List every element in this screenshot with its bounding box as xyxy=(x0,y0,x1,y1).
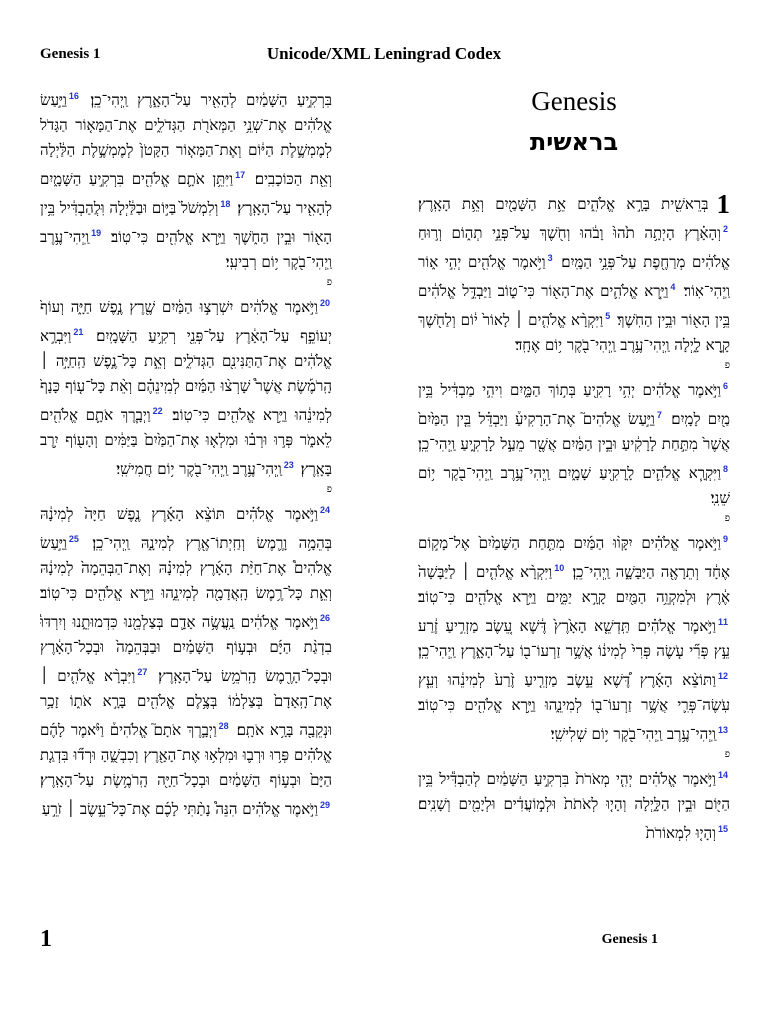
verse-text: וַיַּ֧רְא אֱלֹהִ֛ים אֶת־הָא֖וֹר כִּי־ט֑וֹב וַיַּבְדֵּ֣ל אֱלֹהִ֔ים בֵּ֥ין הָא֖וֹר וּבֵ֥ין הַחֹֽשֶׁךְ׃ xyxy=(418,282,730,329)
verse-number: 27 xyxy=(137,667,148,677)
verse-number: 17 xyxy=(235,170,246,180)
verse-number: 24 xyxy=(319,505,330,515)
verse-text: וַיִּקְרָ֨א אֱלֹהִ֤ים ׀ לַיַּבָּשָׁה֙ אֶ֔רֶץ וּלְמִקְוֵ֥ה הַמַּ֖יִם קָרָ֣א יַמִּ֑ים וַיַּ֥רְא אֱלֹהִ֖ים כִּי־טֽוֹב׃ xyxy=(418,563,730,606)
verse-number: 28 xyxy=(218,721,229,731)
verse-text: וַיַּ֣עַשׂ אֱלֹהִ֔ים אֶת־שְׁנֵ֥י הַמְּאֹרֹ֖ת הַגְּדֹלִ֑ים אֶת־הַמָּא֤וֹר הַגָּדֹל֙ לְמֶמְשֶׁ֣לֶת הַיּ֔וֹם וְאֶת־הַמָּא֤וֹר הַקָּטֹן֙ לְמֶמְשֶׁ֣לֶת הַלַּ֔יְלָה וְאֵ֖ת הַכּוֹכָבִֽים׃ xyxy=(40,91,332,188)
verse-number: 14 xyxy=(717,770,728,780)
verse-number: 26 xyxy=(319,613,330,623)
verse-number: 23 xyxy=(283,460,294,470)
verse-text: וַיְבָ֧רֶךְ אֹתָ֛ם אֱלֹהִ֖ים לֵאמֹ֑ר פְּר֣וּ וּרְב֗וּ וּמִלְא֤וּ אֶת־הַמַּ֙יִם֙ בַּיַּמִּ֔ים וְהָע֖וֹף יִ֥רֶב בָּאָֽרֶץ׃ xyxy=(40,406,332,478)
verse-number: 6 xyxy=(722,381,728,391)
verse-number: 11 xyxy=(717,617,728,627)
verse-number: 22 xyxy=(152,406,163,416)
book-title-hebrew: בראשית xyxy=(529,128,619,156)
verse-text: וַיֹּ֣אמֶר אֱלֹהִ֔ים יִשְׁרְצ֣וּ הַמַּ֔יִם שֶׁ֖רֶץ נֶ֣פֶשׁ חַיָּ֑ה וְעוֹף֙ יְעוֹפֵ֣ף עַל־הָאָ֔רֶץ עַל־פְּנֵ֖י רְקִ֥יעַ הַשָּׁמָֽיִם׃ xyxy=(40,298,332,345)
petucha-mark: פ xyxy=(326,277,332,288)
verse-number: 12 xyxy=(717,671,728,681)
verse-text: וַיֹּ֣אמֶר אֱלֹהִ֔ים נַֽעֲשֶׂ֥ה אָדָ֛ם בְּצַלְמֵ֖נוּ כִּדְמוּתֵ֑נוּ וְיִרְדּוּ֩ בִדְגַ֨ת הַיָּ֜ם וּבְע֣וֹף הַשָּׁמַ֗יִם וּבַבְּהֵמָה֙ וּבְכָל־הָאָ֔רֶץ וּבְכָל־הָרֶ֖מֶשׂ הָֽרֹמֵ֥שׂ עַל־הָאָֽרֶץ׃ xyxy=(40,613,332,685)
verse-number: 15 xyxy=(717,824,728,834)
running-header-title: Unicode/XML Leningrad Codex xyxy=(266,44,502,63)
verse-text: בִּרְקִ֣יעַ הַשָּׁמַ֔יִם לְהָאִ֖יר עַל־הָאָ֑רֶץ וַֽיְהִי־כֵֽן׃ xyxy=(90,91,332,109)
verse-text: וְלִמְשֹׁל֙ בַּיּ֣וֹם וּבַלַּ֔יְלָה וּֽלֲהַבְדִּ֔יל בֵּ֥ין הָא֖וֹר וּבֵ֣ין הַחֹ֑שֶׁךְ וַיַּ֥רְא אֱלֹהִ֖ים כִּי־טֽוֹב׃ xyxy=(40,199,332,246)
verse-number: 25 xyxy=(68,534,79,544)
verse-text: וַיֹּ֣אמֶר אֱלֹהִ֗ים תַּֽדְשֵׁ֤א הָאָ֙רֶץ֙ דֶּ֔שֶׁא עֵ֚שֶׂב מַזְרִ֣יעַ זֶ֔רַע עֵ֣ץ פְּרִ֞י עֹ֤שֶׂה פְּרִי֙ לְמִינ֔וֹ אֲשֶׁ֥ר זַרְעוֹ־ב֖וֹ עַל־הָאָ֑רֶץ וַֽיְהִי־כֵֽן׃ xyxy=(418,617,730,660)
verse-text: וַיִּבְרָ֣א אֱלֹהִ֔ים אֶת־הַתַּנִּינִ֖ם הַגְּדֹלִ֑ים וְאֵ֣ת כָּל־נֶ֣פֶשׁ הַֽחַיָּ֣ה ׀ הָֽרֹמֶ֡שֶׂת אֲשֶׁר֩ שָׁרְצ֨וּ הַמַּ֜יִם לְמִֽינֵהֶ֗ם וְאֵ֨ת כָּל־ע֤וֹף כָּנָף֙ לְמִינֵ֔הוּ וַיַּ֥רְא אֱלֹהִ֖ים כִּי־טֽוֹב׃ xyxy=(40,327,332,424)
verse-number: 8 xyxy=(722,464,728,474)
footer-book-reference: Genesis 1 xyxy=(601,932,658,947)
verse-text: וַתּוֹצֵ֨א הָאָ֜רֶץ דֶּ֠שֶׁא עֵ֣שֶׂב מַזְרִ֤יעַ זֶ֙רַע֙ לְמִינֵ֔הוּ וְעֵ֧ץ עֹֽשֶׂה־פְּרִ֛י אֲשֶׁ֥ר זַרְעוֹ־ב֖וֹ לְמִינֵ֑הוּ וַיַּ֥רְא אֱלֹהִ֖ים כִּי־טֽוֹב׃ xyxy=(418,671,730,714)
verse-number: 19 xyxy=(91,228,102,238)
petucha-mark: פ xyxy=(724,513,730,524)
verse-number: 7 xyxy=(656,410,662,420)
verse-text: וַֽיְהִי־עֶ֥רֶב וַֽיְהִי־בֹ֖קֶר י֥וֹם שְׁלִישִֽׁי׃ xyxy=(550,725,716,743)
running-header-book: Genesis 1 xyxy=(40,46,101,62)
petucha-mark: פ xyxy=(326,484,332,495)
verse-text: וַיִּבְרָ֨א אֱלֹהִ֤ים ׀ אֶת־הָֽאָדָם֙ בְּצַלְמ֔וֹ בְּצֶ֥לֶם אֱלֹהִ֖ים בָּרָ֣א אֹת֑וֹ זָכָ֥ר וּנְקֵבָ֖ה בָּרָ֥א אֹתָֽם׃ xyxy=(40,667,332,739)
verse-number: 5 xyxy=(605,311,611,321)
verse-text: בְּרֵאשִׁ֖ית בָּרָ֣א אֱלֹהִ֑ים אֵ֥ת הַשָּׁמַ֖יִם וְאֵ֥ת הָאָֽרֶץ׃ xyxy=(418,195,709,213)
verse-number: 10 xyxy=(554,563,565,573)
left-text-column xyxy=(40,84,332,916)
verse-number: 29 xyxy=(319,800,330,810)
verse-text: וַיְבָ֣רֶךְ אֹתָם֮ אֱלֹהִים֒ וַיֹּ֨אמֶר לָהֶ֜ם אֱלֹהִ֗ים פְּר֥וּ וּרְב֛וּ וּמִלְא֥וּ אֶת־הָאָ֖רֶץ וְכִבְשֻׁ֑הָ וּרְד֞וּ בִּדְגַ֤ת הַיָּם֙ וּבְע֣וֹף הַשָּׁמַ֔יִם וּבְכָל־חַיָּ֖ה הָֽרֹמֶ֥שֶׂת עַל־הָאָֽרֶץ׃ xyxy=(40,721,332,789)
verse-number: 18 xyxy=(220,199,231,209)
verse-number: 3 xyxy=(547,253,553,263)
right-text-column xyxy=(418,192,730,916)
verse-text: וַיִּקְרָ֨א אֱלֹהִ֤ים ׀ לָאוֹר֙ י֔וֹם וְלַחֹ֖שֶׁךְ קָ֣רָא לָ֑יְלָה וַֽיְהִי־עֶ֥רֶב וַֽיְהִי־בֹ֖קֶר י֥וֹם אֶחָֽד׃ xyxy=(418,311,730,354)
verse-text: וְהָאָ֗רֶץ הָיְתָ֥ה תֹ֙הוּ֙ וָבֹ֔הוּ וְחֹ֖שֶׁךְ עַל־פְּנֵ֣י תְה֑וֹם וְר֣וּחַ אֱלֹהִ֔ים מְרַחֶ֖פֶת עַל־פְּנֵ֥י הַמָּֽיִם׃ xyxy=(418,224,730,271)
petucha-mark: פ xyxy=(724,749,730,760)
verse-text: וַיֹּ֣אמֶר אֱלֹהִ֗ים יְהִ֤י מְאֹרֹת֙ בִּרְקִ֣יעַ הַשָּׁמַ֔יִם לְהַבְדִּ֕יל בֵּ֥ין הַיּ֖וֹם וּבֵ֣ין הַלָּ֑יְלָה וְהָי֤וּ לְאֹתֹת֙ וּלְמ֣וֹעֲדִ֔ים וּלְיָמִ֖ים וְשָׁנִֽים׃ xyxy=(418,770,730,813)
verse-text: וַיֹּ֣אמֶר אֱלֹהִ֗ים יִקָּו֨וּ הַמַּ֜יִם מִתַּ֤חַת הַשָּׁמַ֙יִם֙ אֶל־מָק֣וֹם אֶחָ֔ד וְתֵרָאֶ֖ה הַיַּבָּשָׁ֑ה וַֽיְהִי־כֵֽן׃ xyxy=(418,534,730,581)
verse-number: 21 xyxy=(73,327,84,337)
verse-text: וַיֹּ֥אמֶר אֱלֹהִ֖ים יְהִ֣י א֑וֹר וַֽיְהִי־אֽוֹר׃ xyxy=(418,253,730,300)
verse-text: וַֽיְהִי־עֶ֥רֶב וַֽיְהִי־בֹ֖קֶר י֥וֹם חֲמִישִֽׁי׃ xyxy=(116,460,282,478)
verse-text: וַיֹּ֣אמֶר אֱלֹהִ֗ים תּוֹצֵ֨א הָאָ֜רֶץ נֶ֤פֶשׁ חַיָּה֙ לְמִינָ֔הּ בְּהֵמָ֥ה וָרֶ֛מֶשׂ וְחַֽיְתוֹ־אֶ֖רֶץ לְמִינָ֑הּ וַֽיְהִי־כֵֽן׃ xyxy=(40,505,332,552)
verse-text: וַיַּ֣עַשׂ אֱלֹהִים֮ אֶת־הָרָקִיעַ֒ וַיַּבְדֵּ֗ל בֵּ֤ין הַמַּ֙יִם֙ אֲשֶׁר֙ מִתַּ֣חַת לָרָקִ֔יעַ וּבֵ֣ין הַמַּ֔יִם אֲשֶׁ֖ר מֵעַ֣ל לָרָקִ֑יעַ וַֽיְהִי־כֵֽן׃ xyxy=(418,410,730,453)
book-title-english: Genesis xyxy=(531,86,617,116)
verse-text: וַיֹּ֣אמֶר אֱלֹהִ֗ים הִנֵּה֩ נָתַ֨תִּי לָכֶ֜ם אֶת־כָּל־עֵ֣שֶׂב ׀ זֹרֵ֣עַ xyxy=(41,800,318,818)
petucha-mark: פ xyxy=(724,360,730,371)
verse-number: 13 xyxy=(717,725,728,735)
verse-text: וְהָי֤וּ לִמְאוֹרֹת֙ xyxy=(645,824,716,842)
chapter-number: 1 xyxy=(716,192,730,219)
verse-text: וַיִּקְרָ֧א אֱלֹהִ֛ים לָֽרָקִ֖יעַ שָׁמָ֑יִם וַֽיְהִי־עֶ֥רֶב וַֽיְהִי־בֹ֖קֶר י֥וֹם שֵׁנִֽי׃ xyxy=(418,464,730,507)
verse-number: 16 xyxy=(68,91,79,101)
verse-number: 4 xyxy=(670,282,676,292)
verse-text: וַֽיְהִי־עֶ֥רֶב וַֽיְהִי־בֹ֖קֶר י֥וֹם רְבִיעִֽי׃ xyxy=(40,228,332,271)
verse-number: 9 xyxy=(722,534,728,544)
verse-text: וַיִּתֵּ֥ן אֹתָ֛ם אֱלֹהִ֖ים בִּרְקִ֣יעַ הַשָּׁמָ֑יִם לְהָאִ֖יר עַל־הָאָֽרֶץ׃ xyxy=(40,170,332,217)
verse-number: 20 xyxy=(319,298,330,308)
page-number: 1 xyxy=(40,926,52,952)
verse-text: וַיַּ֣עַשׂ אֱלֹהִים֩ אֶת־חַיַּ֨ת הָאָ֜רֶץ לְמִינָ֗הּ וְאֶת־הַבְּהֵמָה֙ לְמִינָ֔הּ וְאֵ֛ת כָּל־רֶ֥מֶשׂ הָֽאֲדָמָ֖ה לְמִינֵ֑הוּ וַיַּ֥רְא אֱלֹהִ֖ים כִּי־טֽוֹב׃ xyxy=(40,534,332,602)
verse-number: 2 xyxy=(722,224,728,234)
verse-text: וַיֹּ֣אמֶר אֱלֹהִ֔ים יְהִ֥י רָקִ֖יעַ בְּת֣וֹךְ הַמָּ֑יִם וִיהִ֣י מַבְדִּ֔יל בֵּ֥ין מַ֖יִם לָמָֽיִם׃ xyxy=(418,381,730,428)
